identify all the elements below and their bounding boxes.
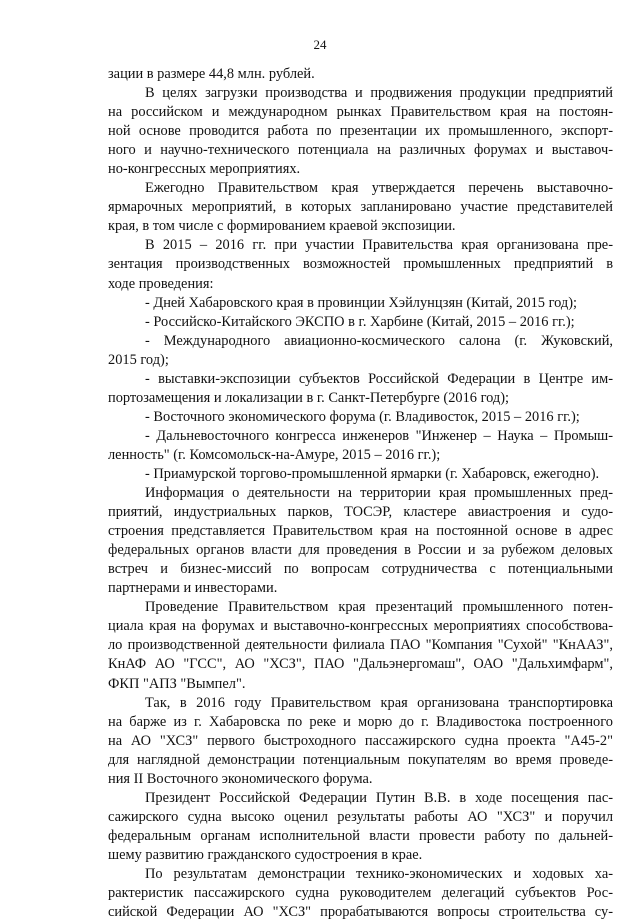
- text-line: шему развитию гражданского судостроения в крае.: [108, 846, 423, 863]
- text-line: Проведение Правительством края презентаций промышленного потен-: [145, 599, 613, 616]
- text-line: края, в том числе с формированием краевой экспозиции.: [108, 218, 456, 235]
- text-line: встреч и бизнес-миссий по вопросам сотрудничества с потенциальными: [108, 561, 613, 578]
- text-line: По результатам демонстрации технико-экономических и ходовых ха-: [145, 865, 613, 882]
- text-line: - Восточного экономического форума (г. Владивосток, 2015 – 2016 гг.);: [145, 408, 580, 425]
- text-line: зентация производственных возможностей промышленных предприятий в: [108, 256, 613, 273]
- text-line: ния II Восточного экономического форума.: [108, 770, 373, 787]
- text-line: но-конгрессных мероприятиях.: [108, 161, 301, 178]
- text-line: для наглядной демонстрации потенциальным покупателям во время проведе-: [108, 751, 613, 768]
- text-line: строения представляется Правительством края на постоянной основе в адрес: [108, 523, 613, 540]
- text-line: федеральным органам исполнительной власти провести работу по дальней-: [108, 827, 613, 844]
- text-line: - Российско-Китайского ЭКСПО в г. Харбине (Китай, 2015 – 2016 гг.);: [145, 313, 575, 330]
- text-line: ного и научно-технического потенциала на различных форумах и выставоч-: [108, 142, 613, 159]
- text-line: - выставки-экспозиции субъектов Российской Федерации в Центре им-: [145, 370, 613, 387]
- text-line: Ежегодно Правительством края утверждается перечень выставочно-: [145, 180, 613, 197]
- text-line: - Дней Хабаровского края в провинции Хэйлунцзян (Китай, 2015 год);: [145, 294, 578, 311]
- text-line: федеральных органов власти для проведения в России и за рубежом деловых: [108, 542, 613, 559]
- text-line: сажирского судна высоко оценил результаты работы АО "ХСЗ" и поручил: [108, 808, 613, 825]
- text-line: КнАФ АО "ГСС", АО "ХСЗ", ПАО "Дальэнергомаш", ОАО "Дальхимфарм",: [108, 656, 613, 673]
- text-line: партнерами и инвесторами.: [108, 580, 278, 597]
- text-line: - Дальневосточного конгресса инженеров "Инженер – Наука – Промыш-: [145, 427, 613, 444]
- text-line: Информация о деятельности на территории края промышленных пред-: [145, 485, 613, 502]
- text-line: 2015 год);: [108, 351, 169, 368]
- text-line: ходе проведения:: [108, 275, 214, 292]
- text-line: циала края на форумах и выставочно-конгрессных мероприятиях способствова-: [108, 618, 613, 635]
- text-line: на российском и международном рынках Правительством края на постоян-: [108, 104, 613, 121]
- text-line: зации в размере 44,8 млн. рублей.: [108, 66, 315, 82]
- text-line: ло производственной деятельности филиала ПАО "Компания "Сухой" "КнААЗ",: [108, 637, 613, 654]
- text-line: Президент Российской Федерации Путин В.В. в ходе посещения пас-: [145, 789, 613, 806]
- text-line: сийской Федерации АО "ХСЗ" прорабатываются вопросы строительства су-: [108, 904, 613, 921]
- text-line: - Приамурской торгово-промышленной ярмарки (г. Хабаровск, ежегодно).: [145, 465, 600, 482]
- text-line: ной основе проводится работа по презентации их промышленного, экспорт-: [108, 123, 613, 140]
- text-line: портозамещения и локализации в г. Санкт-Петербурге (2016 год);: [108, 389, 510, 406]
- text-line: Так, в 2016 году Правительством края организована транспортировка: [145, 694, 613, 711]
- text-line: на АО "ХСЗ" первого быстроходного пассажирского судна проекта "А45-2": [108, 732, 613, 749]
- document-body: [108, 65, 613, 922]
- text-line: В целях загрузки производства и продвижения продукции предприятий: [145, 85, 613, 102]
- text-line: - Международного авиационно-космического салона (г. Жуковский,: [145, 332, 613, 349]
- text-line: приятий, индустриальных парков, ТОСЭР, кластере авиастроения и судо-: [108, 504, 613, 521]
- text-line: В 2015 – 2016 гг. при участии Правительства края организована пре-: [145, 237, 613, 254]
- text-line: на барже из г. Хабаровска по реке и морю до г. Владивостока построенного: [108, 713, 613, 730]
- text-line: ленность" (г. Комсомольск-на-Амуре, 2015 – 2016 гг.);: [108, 446, 441, 463]
- text-line: рактеристик пассажирского судна руководителем делегаций субъектов Рос-: [108, 885, 613, 902]
- page-number: 24: [313, 37, 327, 52]
- text-line: ФКП "АПЗ "Вымпел".: [108, 675, 246, 692]
- text-line: ярмарочных мероприятий, в которых запланировано участие представителей: [108, 199, 613, 216]
